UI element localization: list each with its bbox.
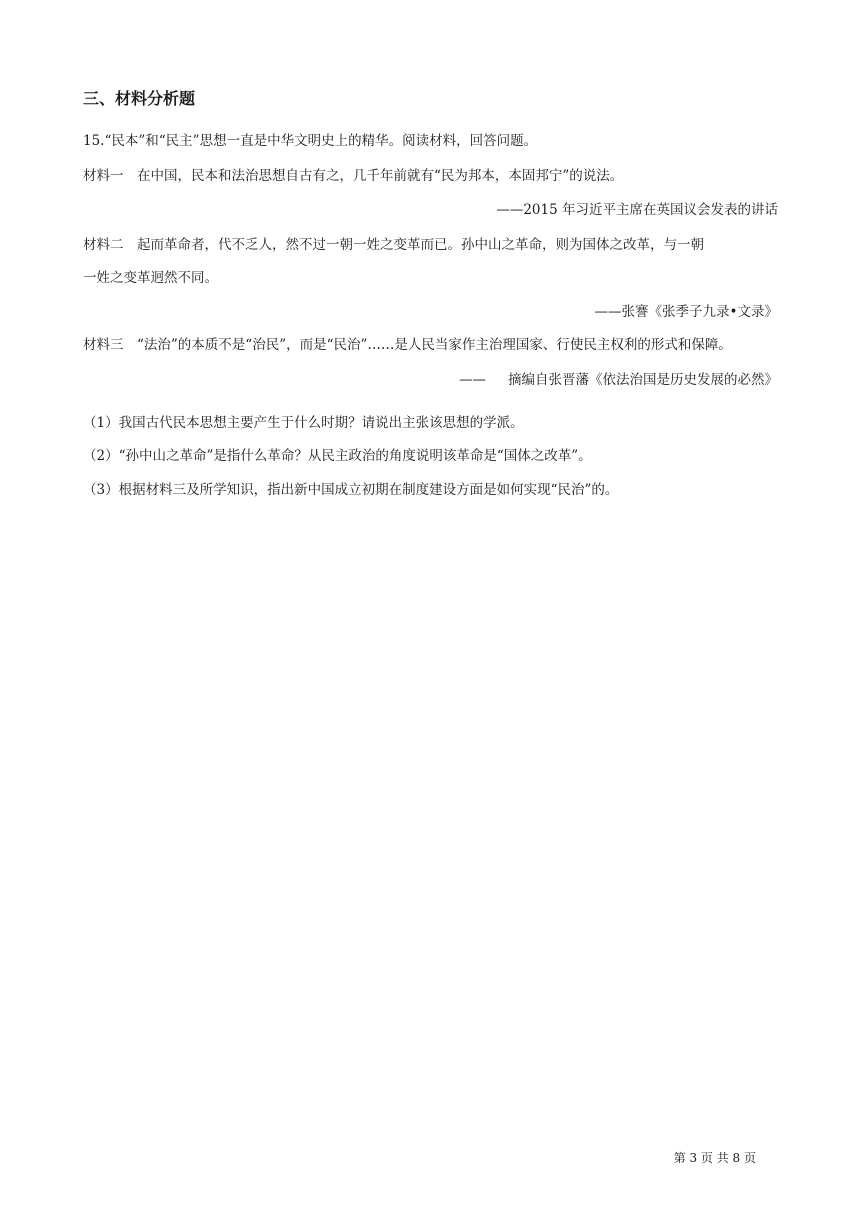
source-text: 摘编自张晋藩《依法治国是历史发展的必然》 [508,372,778,388]
sub-question-3: （3）根据材料三及所学知识，指出新中国成立初期在制度建设方面是如何实现“民治”的。 [83,482,619,498]
material-two-line-2: 一姓之变革迥然不同。 [83,270,218,286]
material-three-source [83,370,778,390]
section-title: 三、材料分析题 [83,89,196,108]
source-dash: —— [459,372,486,388]
sub-question-2: （2）“孙中山之革命”是指什么革命？从民主政治的角度说明该革命是“国体之改革”。 [83,448,592,464]
page-number: 第 3 页 共 8 页 [673,1151,756,1165]
sub-question-1: （1）我国古代民本思想主要产生于什么时期？请说出主张该思想的学派。 [83,415,524,431]
material-one-text: 材料一 在中国，民本和法治思想自古有之，几千年前就有“民为邦本，本固邦宁”的说法。 [83,168,624,184]
material-three-text: 材料三 “法治”的本质不是“治民”，而是“民治”……是人民当家作主治理国家、行使民主权利的形式和保障。 [83,337,732,353]
material-one-source: ——2015 年习近平主席在英国议会发表的讲话 [496,202,778,218]
material-two-line-1: 材料二 起而革命者，代不乏人，然不过一朝一姓之变革而已。孙中山之革命，则为国体之改革，与一朝 [83,237,704,253]
question-stem: 15.“民本”和“民主”思想一直是中华文明史上的精华。阅读材料，回答问题。 [83,133,538,149]
material-two-source: ——张謇《张季子九录•文录》 [594,304,778,320]
